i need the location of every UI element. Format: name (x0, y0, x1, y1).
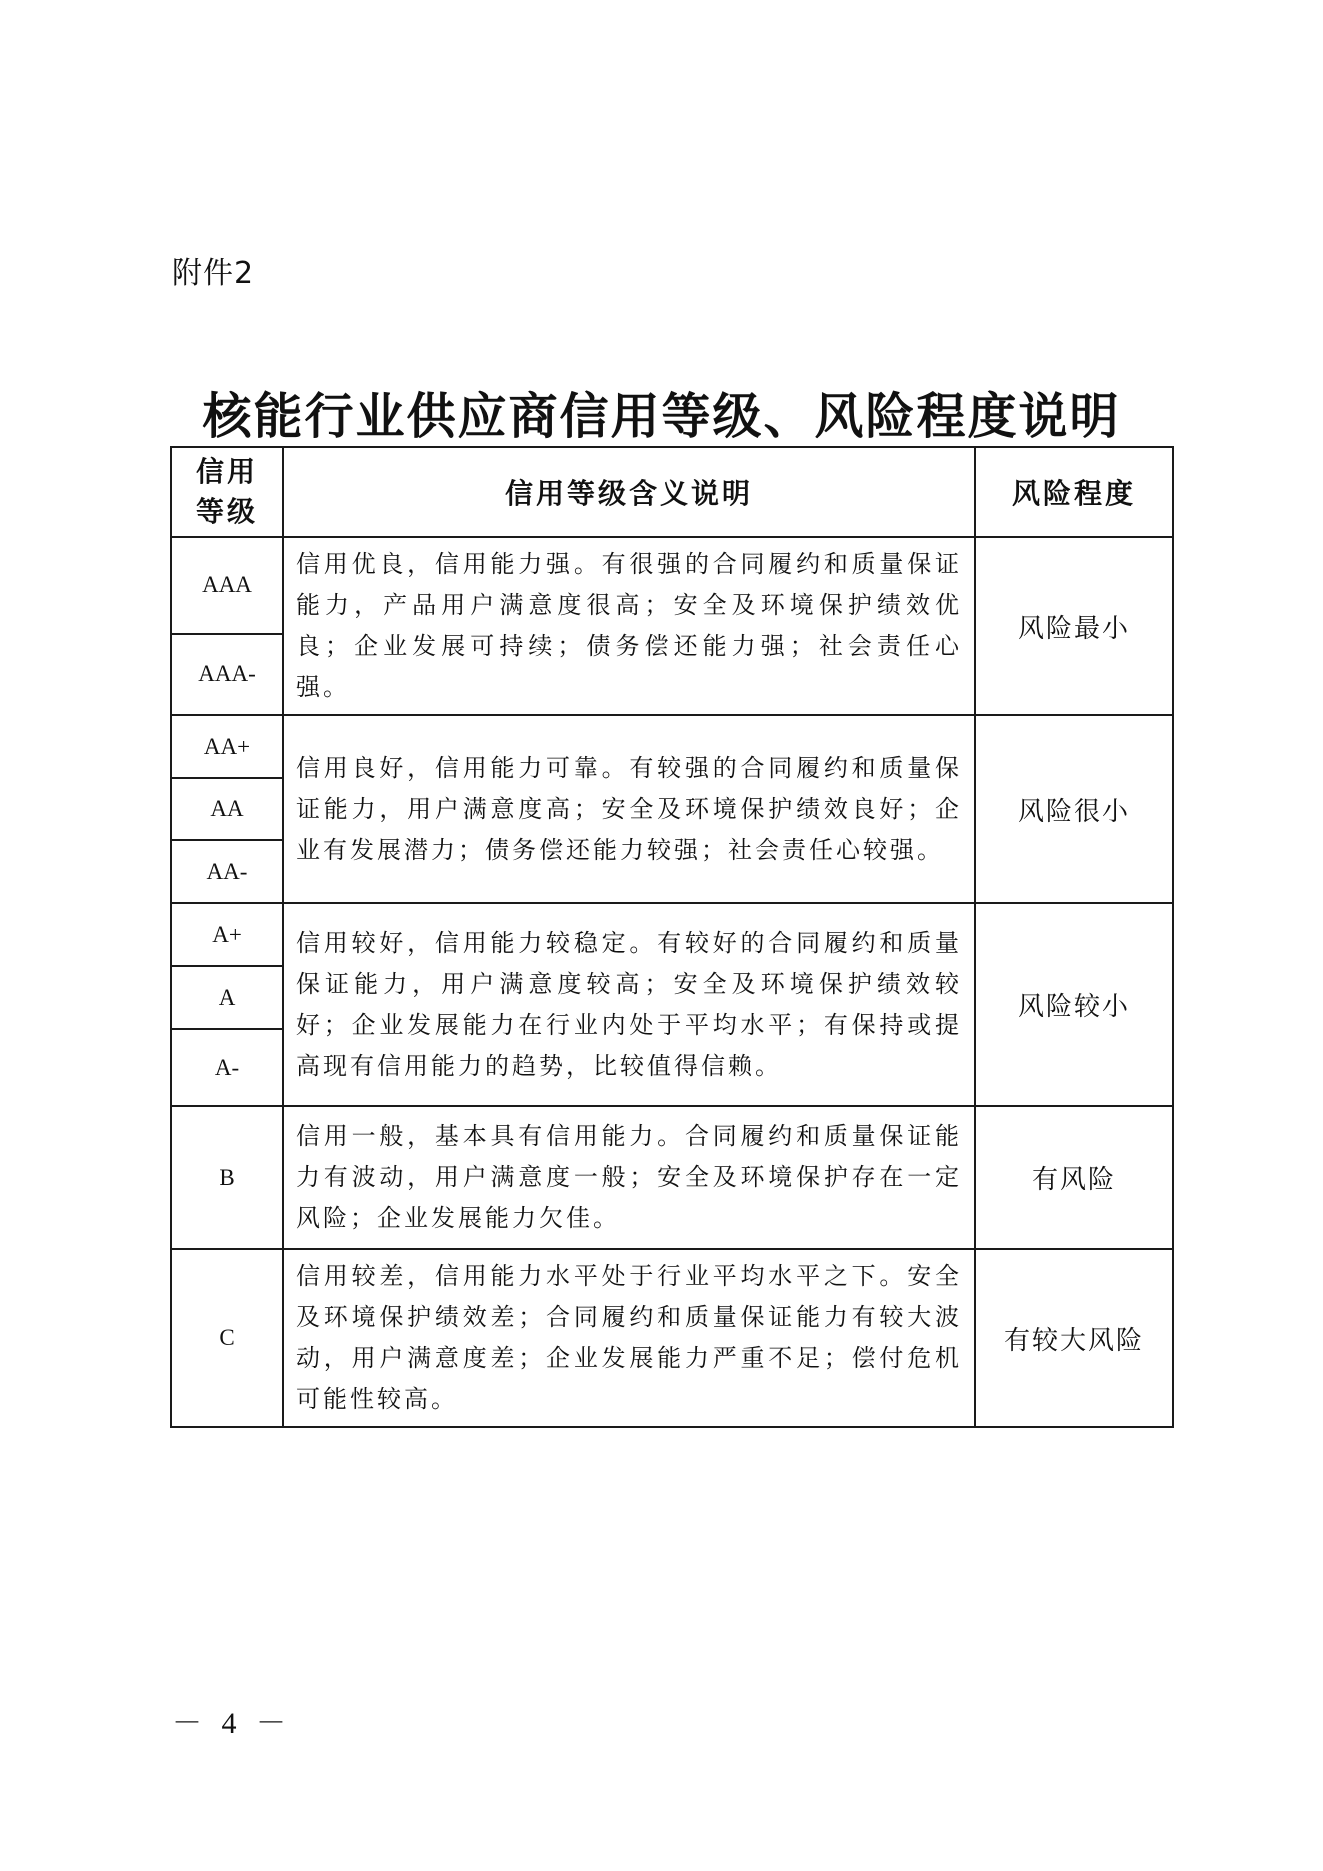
risk-cell: 有风险 (975, 1106, 1173, 1249)
risk-cell: 风险很小 (975, 715, 1173, 903)
description-cell: 信用较好，信用能力较稳定。有较好的合同履约和质量保证能力，用户满意度较高；安全及环境保护绩效较好；企业发展能力在行业内处于平均水平；有保持或提高现有信用能力的趋势，比较值得信赖。 (283, 903, 975, 1106)
grade-cell: AA- (171, 840, 283, 903)
header-description: 信用等级含义说明 (283, 447, 975, 537)
header-grade-line1: 信用 (195, 455, 258, 488)
table-row (171, 1106, 1173, 1249)
grade-cell: AAA- (171, 634, 283, 715)
table-header-row (171, 447, 1173, 537)
grade-cell: AAA (171, 537, 283, 634)
description-cell: 信用优良，信用能力强。有很强的合同履约和质量保证能力，产品用户满意度很高；安全及环境保护绩效优良；企业发展可持续；债务偿还能力强；社会责任心强。 (283, 537, 975, 715)
table-row (171, 537, 1173, 634)
table-row (171, 1249, 1173, 1427)
description-cell: 信用良好，信用能力可靠。有较强的合同履约和质量保证能力，用户满意度高；安全及环境保护绩效良好；企业有发展潜力；债务偿还能力较强；社会责任心较强。 (283, 715, 975, 903)
page-number: － 4 － (172, 1707, 292, 1740)
document-title: 核能行业供应商信用等级、风险程度说明 (202, 387, 1121, 445)
credit-grade-table (170, 446, 1174, 1428)
risk-cell: 风险较小 (975, 903, 1173, 1106)
table-row (171, 903, 1173, 966)
header-grade-line2: 等级 (195, 495, 258, 528)
header-credit-grade (171, 447, 283, 537)
grade-cell: A (171, 966, 283, 1029)
attachment-label: 附件2 (172, 256, 255, 291)
risk-cell: 有较大风险 (975, 1249, 1173, 1427)
risk-cell: 风险最小 (975, 537, 1173, 715)
description-cell: 信用一般，基本具有信用能力。合同履约和质量保证能力有波动，用户满意度一般；安全及环境保护存在一定风险；企业发展能力欠佳。 (283, 1106, 975, 1249)
grade-cell: A+ (171, 903, 283, 966)
grade-cell: AA+ (171, 715, 283, 778)
header-risk-level: 风险程度 (975, 447, 1173, 537)
grade-cell: C (171, 1249, 283, 1427)
grade-cell: A- (171, 1029, 283, 1106)
table-row (171, 715, 1173, 778)
description-cell: 信用较差，信用能力水平处于行业平均水平之下。安全及环境保护绩效差；合同履约和质量保证能力有较大波动，用户满意度差；企业发展能力严重不足；偿付危机可能性较高。 (283, 1249, 975, 1427)
grade-cell: B (171, 1106, 283, 1249)
grade-cell: AA (171, 778, 283, 840)
